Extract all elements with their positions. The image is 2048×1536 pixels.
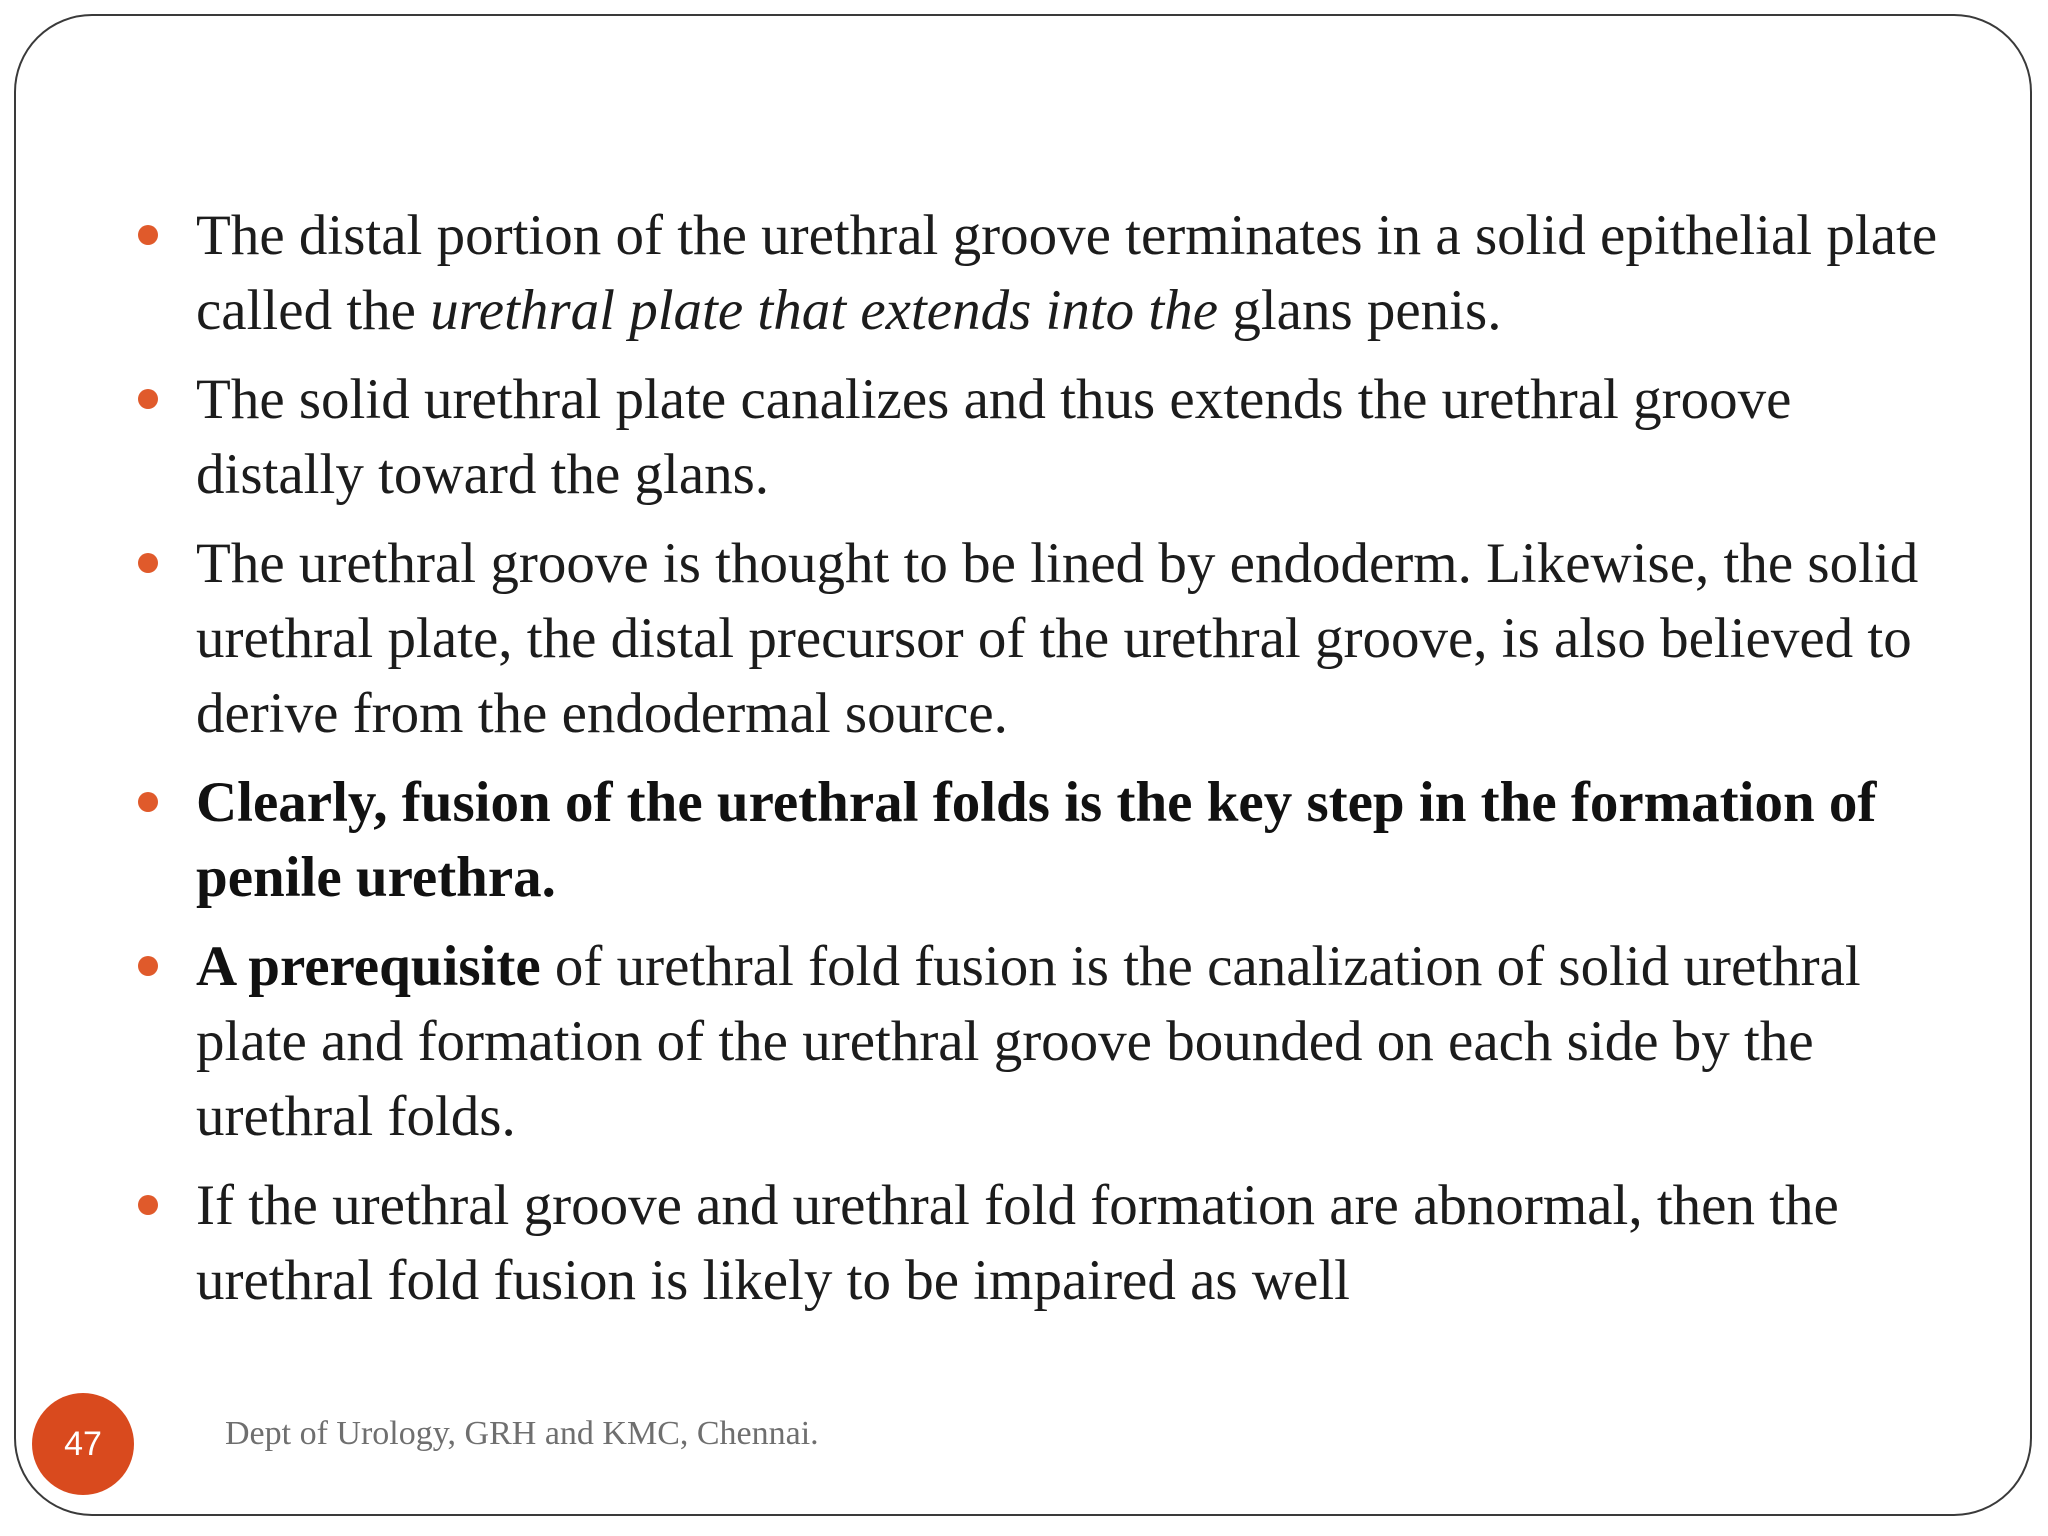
bullet-1-text: The distal portion of the urethral groove terminates in a solid epithelial plate called the (196, 204, 1938, 342)
bullet-1-text-end: glans penis. (1218, 279, 1502, 342)
bullet-item-6 (138, 1168, 1938, 1318)
bullet-dot-icon (138, 792, 158, 812)
bullet-6-text: If the urethral groove and urethral fold formation are abnormal, then the urethral fold fusion is likely to be impaired as well (196, 1174, 1839, 1312)
bullet-list (138, 198, 1938, 1332)
bullet-5-bold-text: A prerequisite (196, 935, 541, 998)
page-number-badge (32, 1393, 134, 1495)
bullet-item-1 (138, 198, 1938, 348)
bullet-2-text: The solid urethral plate canalizes and thus extends the urethral groove distally toward the glans. (196, 368, 1792, 506)
bullet-1-italic-text: urethral plate that extends into the (430, 279, 1219, 342)
bullet-dot-icon (138, 1195, 158, 1215)
bullet-item-2 (138, 362, 1938, 512)
bullet-5-text: of urethral fold fusion is the canalization of solid urethral plate and formation of the urethral groove bounded on each side by the urethral folds. (196, 935, 1861, 1148)
bullet-item-4 (138, 765, 1938, 915)
bullet-dot-icon (138, 553, 158, 573)
bullet-item-3 (138, 526, 1938, 751)
footer-text: Dept of Urology, GRH and KMC, Chennai. (225, 1415, 819, 1452)
bullet-dot-icon (138, 956, 158, 976)
bullet-4-text: Clearly, fusion of the urethral folds is the key step in the formation of penile urethra. (196, 771, 1877, 909)
bullet-dot-icon (138, 389, 158, 409)
page-number: 47 (64, 1424, 102, 1463)
bullet-3-text: The urethral groove is thought to be lined by endoderm. Likewise, the solid urethral plate, the distal precursor of the urethral groove, is also believed to derive from the endodermal source. (196, 532, 1919, 745)
bullet-item-5 (138, 929, 1938, 1154)
bullet-dot-icon (138, 225, 158, 245)
